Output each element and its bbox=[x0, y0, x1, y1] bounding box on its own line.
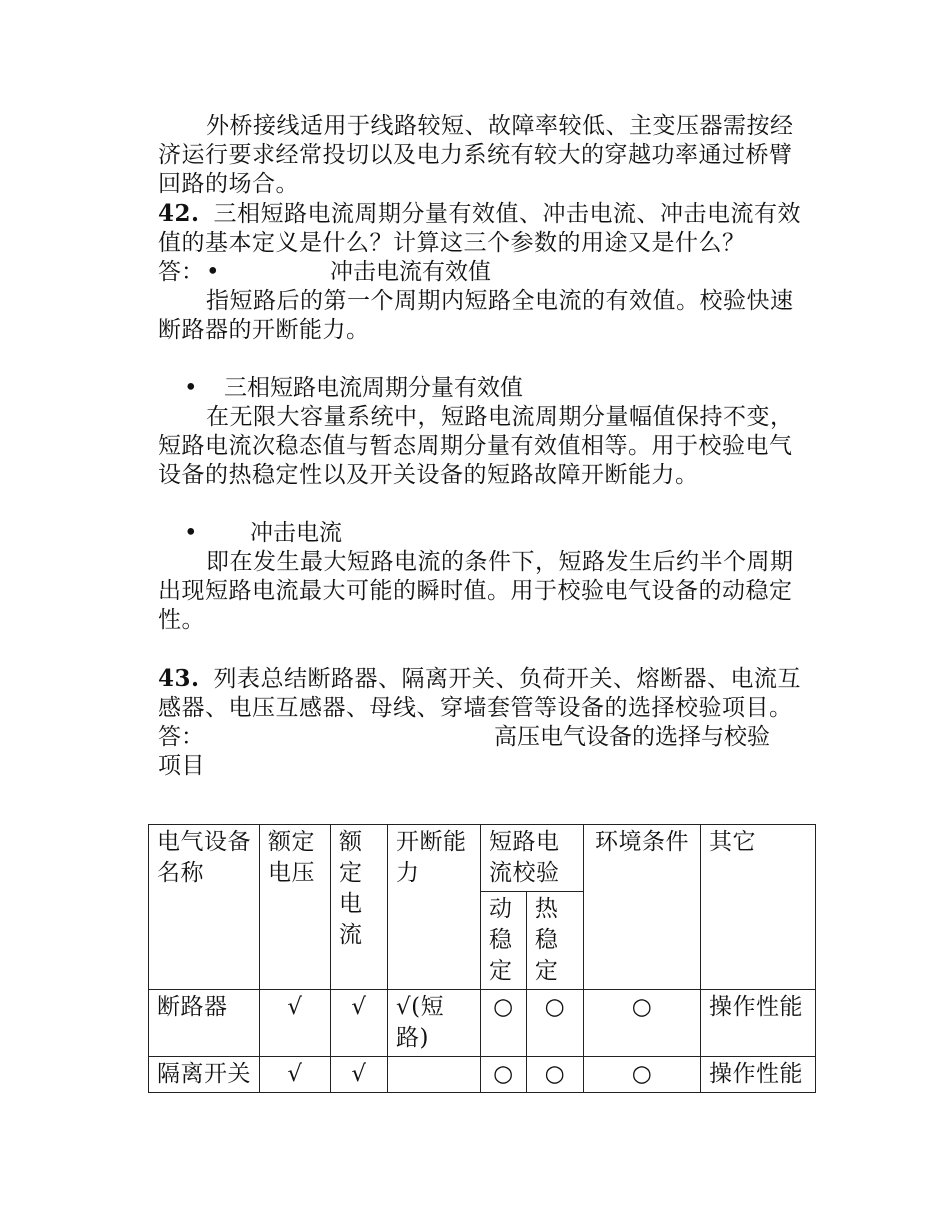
table-title: 高压电气设备的选择与校验 bbox=[494, 724, 770, 750]
header-breaking: 开断能力 bbox=[388, 825, 481, 990]
answer-43-head bbox=[158, 723, 806, 752]
cell-breaking: √(短路) bbox=[388, 990, 481, 1057]
header-voltage: 额定电压 bbox=[260, 825, 331, 990]
cell-voltage: √ bbox=[260, 1057, 331, 1093]
cell-environment: ○ bbox=[584, 990, 701, 1057]
table-row bbox=[149, 1057, 816, 1093]
cell-thermal: ○ bbox=[526, 1057, 583, 1093]
header-other: 其它 bbox=[701, 825, 816, 990]
cell-dynamic: ○ bbox=[481, 990, 527, 1057]
spacer bbox=[158, 635, 806, 664]
table-header-row bbox=[149, 825, 816, 892]
table-title-cont: 项目 bbox=[158, 753, 205, 779]
cell-other: 操作性能 bbox=[701, 990, 816, 1057]
cell-current: √ bbox=[331, 1057, 388, 1093]
cell-name: 断路器 bbox=[149, 990, 260, 1057]
item-3-title: 冲击电流 bbox=[250, 520, 342, 546]
answer-42-label: 答： bbox=[158, 259, 204, 285]
cell-name: 隔离开关 bbox=[149, 1057, 260, 1093]
answer-43-label: 答： bbox=[158, 724, 204, 750]
header-current: 额定电流 bbox=[331, 825, 388, 990]
item-2-head bbox=[158, 374, 806, 403]
question-42 bbox=[158, 199, 806, 258]
cell-dynamic: ○ bbox=[481, 1057, 527, 1093]
cell-breaking bbox=[388, 1057, 481, 1093]
question-43 bbox=[158, 664, 806, 723]
spacer bbox=[158, 490, 806, 519]
cell-environment: ○ bbox=[584, 1057, 701, 1093]
header-dynamic: 动稳定 bbox=[481, 892, 527, 990]
header-thermal: 热稳定 bbox=[526, 892, 583, 990]
cell-voltage: √ bbox=[260, 990, 331, 1057]
document-body bbox=[158, 112, 806, 781]
bullet-2: • bbox=[184, 375, 198, 401]
question-42-text: 三相短路电流周期分量有效值、冲击电流、冲击电流有效值的基本定义是什么？计算这三个参数的用途又是什么？ bbox=[158, 201, 802, 256]
question-43-number: 43. bbox=[158, 665, 200, 692]
cell-current: √ bbox=[331, 990, 388, 1057]
spacer bbox=[158, 345, 806, 374]
item-1-title: 冲击电流有效值 bbox=[330, 259, 491, 285]
item-3-head bbox=[158, 519, 806, 548]
header-environment: 环境条件 bbox=[584, 825, 701, 990]
item-2-title: 三相短路电流周期分量有效值 bbox=[224, 375, 523, 401]
bullet-3: • bbox=[184, 520, 198, 546]
cell-other: 操作性能 bbox=[701, 1057, 816, 1093]
equipment-selection-table bbox=[148, 824, 816, 1093]
answer-42-head bbox=[158, 258, 806, 287]
item-3-text: 即在发生最大短路电流的条件下，短路发生后约半个周期出现短路电流最大可能的瞬时值。用于校验电气设备的动稳定性。 bbox=[158, 549, 794, 633]
item-2-text: 在无限大容量系统中，短路电流周期分量幅值保持不变，短路电流次稳态值与暂态周期分量有效值相等。用于校验电气设备的热稳定性以及开关设备的短路故障开断能力。 bbox=[158, 404, 794, 488]
question-43-text: 列表总结断路器、隔离开关、负荷开关、熔断器、电流互感器、电压互感器、母线、穿墙套管等设备的选择校验项目。 bbox=[158, 666, 802, 721]
cell-thermal: ○ bbox=[526, 990, 583, 1057]
table-row bbox=[149, 990, 816, 1057]
header-name: 电气设备名称 bbox=[149, 825, 260, 990]
question-42-number: 42. bbox=[158, 200, 200, 227]
header-short-circuit: 短路电流校验 bbox=[481, 825, 584, 892]
bullet-1: • bbox=[206, 259, 220, 285]
item-1-text: 指短路后的第一个周期内短路全电流的有效值。校验快速断路器的开断能力。 bbox=[158, 288, 794, 343]
paragraph-bridge: 外桥接线适用于线路较短、故障率较低、主变压器需按经济运行要求经常投切以及电力系统有较大的穿越功率通过桥臂回路的场合。 bbox=[158, 113, 794, 197]
